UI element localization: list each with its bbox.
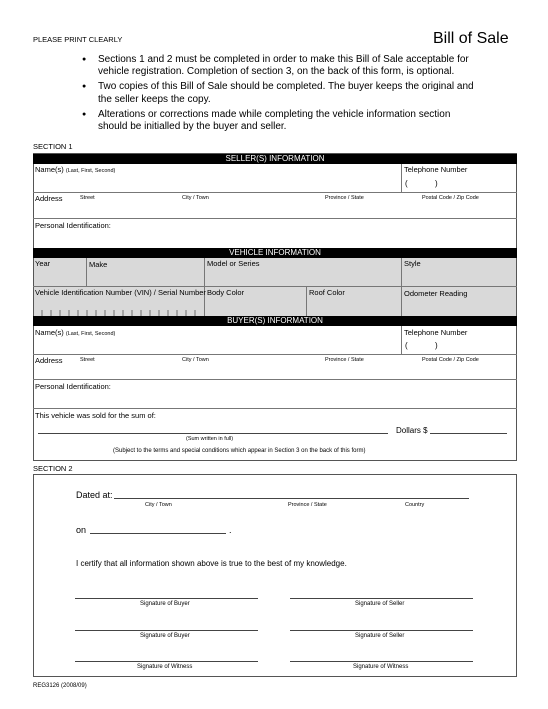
buyer-signature-line[interactable] xyxy=(75,598,258,599)
buyer-address-label: Address xyxy=(35,356,63,365)
seller-postal-label: Postal Code / Zip Code xyxy=(422,195,479,201)
divider xyxy=(204,258,205,316)
seller-telephone-input[interactable] xyxy=(410,176,510,190)
instruction-item: ● Sections 1 and 2 must be completed in order to make this Bill of Sale acceptable for vehicle registration. Completion of section 3, on the back of this form, is optional. xyxy=(82,54,482,78)
seller-street-label: Street xyxy=(80,195,95,201)
vehicle-odometer-label: Odometer Reading xyxy=(404,289,468,298)
seller-province-label: Province / State xyxy=(325,195,364,201)
dollars-label: Dollars $ xyxy=(396,426,428,435)
seller-paren-close: ) xyxy=(435,179,438,188)
buyer-paren-close: ) xyxy=(435,341,438,350)
buyer-city-label: City / Town xyxy=(182,357,209,363)
buyer-personal-id-label: Personal Identification: xyxy=(35,382,111,391)
buyer-signature-caption-2: Signature of Buyer xyxy=(140,633,190,639)
sum-words-caption: (Sum written in full) xyxy=(186,436,234,442)
certify-statement: I certify that all information shown above is true to the best of my knowledge. xyxy=(76,559,347,568)
seller-paren-open: ( xyxy=(405,179,408,188)
page-title: Bill of Sale xyxy=(433,30,509,47)
buyer-postal-label: Postal Code / Zip Code xyxy=(422,357,479,363)
buyer-province-label: Province / State xyxy=(325,357,364,363)
vehicle-roof-color-label: Roof Color xyxy=(309,288,345,297)
seller-city-label: City / Town xyxy=(182,195,209,201)
section2-label: SECTION 2 xyxy=(33,464,73,473)
divider xyxy=(33,408,517,409)
vehicle-year-label: Year xyxy=(35,259,51,268)
instruction-item: ● Two copies of this Bill of Sale should be completed. The buyer keeps the original and the seller keeps the copy. xyxy=(82,81,482,105)
buyer-telephone-label: Telephone Number xyxy=(404,328,468,337)
print-clearly-note: PLEASE PRINT CLEARLY xyxy=(33,35,123,44)
sold-for-label: This vehicle was sold for the sum of: xyxy=(35,411,156,420)
dated-city-label: City / Town xyxy=(145,502,172,508)
dated-at-input[interactable] xyxy=(114,498,469,499)
seller-header: SELLER(S) INFORMATION xyxy=(33,154,517,164)
buyer-signature-line-2[interactable] xyxy=(75,630,258,631)
section2-box xyxy=(33,474,517,677)
dated-country-label: Country xyxy=(405,502,425,508)
section1-label: SECTION 1 xyxy=(33,142,73,151)
instructions-list xyxy=(82,54,482,136)
divider xyxy=(401,164,402,192)
seller-signature-caption-2: Signature of Seller xyxy=(355,633,405,639)
dated-at-label: Dated at: xyxy=(76,490,113,500)
buyer-street-label: Street xyxy=(80,357,95,363)
date-period: . xyxy=(229,525,232,535)
instruction-item: ● Alterations or corrections made while completing the vehicle information section should be initialled by the buyer and seller. xyxy=(82,109,482,133)
vehicle-make-label: Make xyxy=(89,260,108,269)
buyer-header: BUYER(S) INFORMATION xyxy=(33,316,517,326)
divider xyxy=(306,286,307,316)
dollars-input[interactable] xyxy=(430,433,507,434)
witness-signature-caption-2: Signature of Witness xyxy=(353,664,409,670)
vin-input[interactable] xyxy=(34,309,204,316)
on-label: on xyxy=(76,525,87,535)
form-code: REG3126 (2008/09) xyxy=(33,683,87,689)
subject-to-note: (Subject to the terms and special conditions which appear in Section 3 on the back of this form) xyxy=(113,448,366,454)
sum-words-input[interactable] xyxy=(38,433,388,434)
seller-address-label: Address xyxy=(35,194,63,203)
date-on-input[interactable] xyxy=(90,533,226,534)
buyer-telephone-input[interactable] xyxy=(410,338,510,352)
buyer-signature-caption: Signature of Buyer xyxy=(140,601,190,607)
divider xyxy=(86,258,87,286)
buyer-paren-open: ( xyxy=(405,341,408,350)
buyer-names-label: Name(s) (Last, First, Second) xyxy=(35,328,116,337)
vehicle-header: VEHICLE INFORMATION xyxy=(33,248,517,258)
witness-signature-line-2[interactable] xyxy=(290,661,473,662)
dated-province-label: Province / State xyxy=(288,502,327,508)
seller-personal-id-label: Personal Identification: xyxy=(35,221,111,230)
witness-signature-line[interactable] xyxy=(75,661,258,662)
divider xyxy=(33,286,517,287)
seller-telephone-label: Telephone Number xyxy=(404,165,468,174)
seller-signature-caption: Signature of Seller xyxy=(355,601,405,607)
vehicle-body-color-label: Body Color xyxy=(207,288,245,297)
vehicle-style-label: Style xyxy=(404,259,421,268)
seller-signature-line-2[interactable] xyxy=(290,630,473,631)
divider xyxy=(401,258,402,316)
vehicle-vin-label: Vehicle Identification Number (VIN) / Serial Number xyxy=(35,288,206,297)
witness-signature-caption: Signature of Witness xyxy=(137,664,193,670)
seller-names-label: Name(s) (Last, First, Second) xyxy=(35,165,116,174)
vehicle-model-label: Model or Series xyxy=(207,259,260,268)
divider xyxy=(401,326,402,354)
seller-signature-line[interactable] xyxy=(290,598,473,599)
